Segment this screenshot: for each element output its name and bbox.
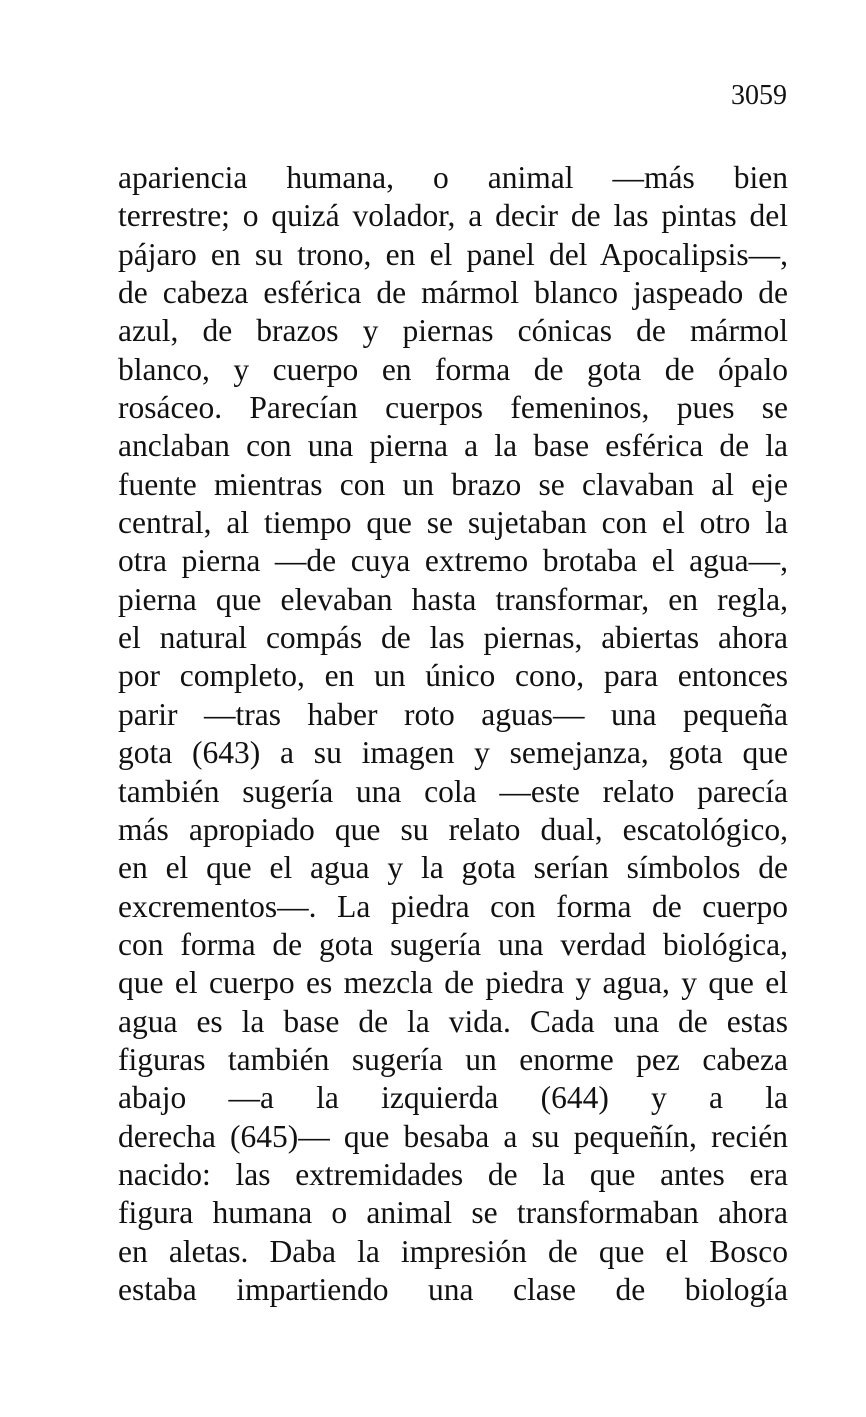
text-line: también sugería una cola —este relato parecía (118, 773, 788, 809)
text-line: pájaro en su trono, en el panel del Apocalipsis—, (118, 236, 788, 272)
text-line: abajo —a la izquierda (644) y a la (118, 1080, 788, 1116)
text-line: agua es la base de la vida. Cada una de estas (118, 1003, 788, 1039)
text-line: figuras también sugería un enorme pez cabeza (118, 1041, 788, 1077)
text-line: por completo, en un único cono, para entonces (118, 658, 788, 694)
body-text (118, 159, 788, 1309)
text-line: pierna que elevaban hasta transformar, en regla, (118, 581, 788, 617)
page-number: 3059 (731, 80, 787, 111)
text-line: figura humana o animal se transformaban ahora (118, 1195, 788, 1231)
text-line: con forma de gota sugería una verdad biológica, (118, 926, 788, 962)
text-line: el natural compás de las piernas, abiertas ahora (118, 620, 788, 656)
text-line: rosáceo. Parecían cuerpos femeninos, pues se (118, 390, 788, 426)
text-line: derecha (645)— que besaba a su pequeñín, recién (118, 1118, 788, 1154)
text-line: nacido: las extremidades de la que antes era (118, 1156, 788, 1192)
text-line: en aletas. Daba la impresión de que el Bosco (118, 1233, 788, 1269)
text-line: anclaban con una pierna a la base esférica de la (118, 428, 788, 464)
text-line: en el que el agua y la gota serían símbolos de (118, 850, 788, 886)
text-line: excrementos—. La piedra con forma de cuerpo (118, 888, 788, 924)
text-line: blanco, y cuerpo en forma de gota de ópalo (118, 351, 788, 387)
text-line: apariencia humana, o animal —más bien (118, 160, 788, 195)
text-line: estaba impartiendo una clase de biología (118, 1271, 788, 1307)
text-line: terrestre; o quizá volador, a decir de las pintas del (118, 198, 788, 234)
text-line: que el cuerpo es mezcla de piedra y agua, y que el (118, 965, 788, 1001)
text-line: más apropiado que su relato dual, escatológico, (118, 811, 788, 847)
text-line: de cabeza esférica de mármol blanco jaspeado de (118, 275, 788, 311)
text-line: gota (643) a su imagen y semejanza, gota que (118, 735, 788, 771)
text-line: fuente mientras con un brazo se clavaban al eje (118, 466, 788, 502)
text-line: parir —tras haber roto aguas— una pequeña (118, 696, 788, 732)
text-line: otra pierna —de cuya extremo brotaba el agua—, (118, 543, 788, 579)
text-line: azul, de brazos y piernas cónicas de mármol (118, 313, 788, 349)
text-line: central, al tiempo que se sujetaban con el otro la (118, 505, 788, 541)
